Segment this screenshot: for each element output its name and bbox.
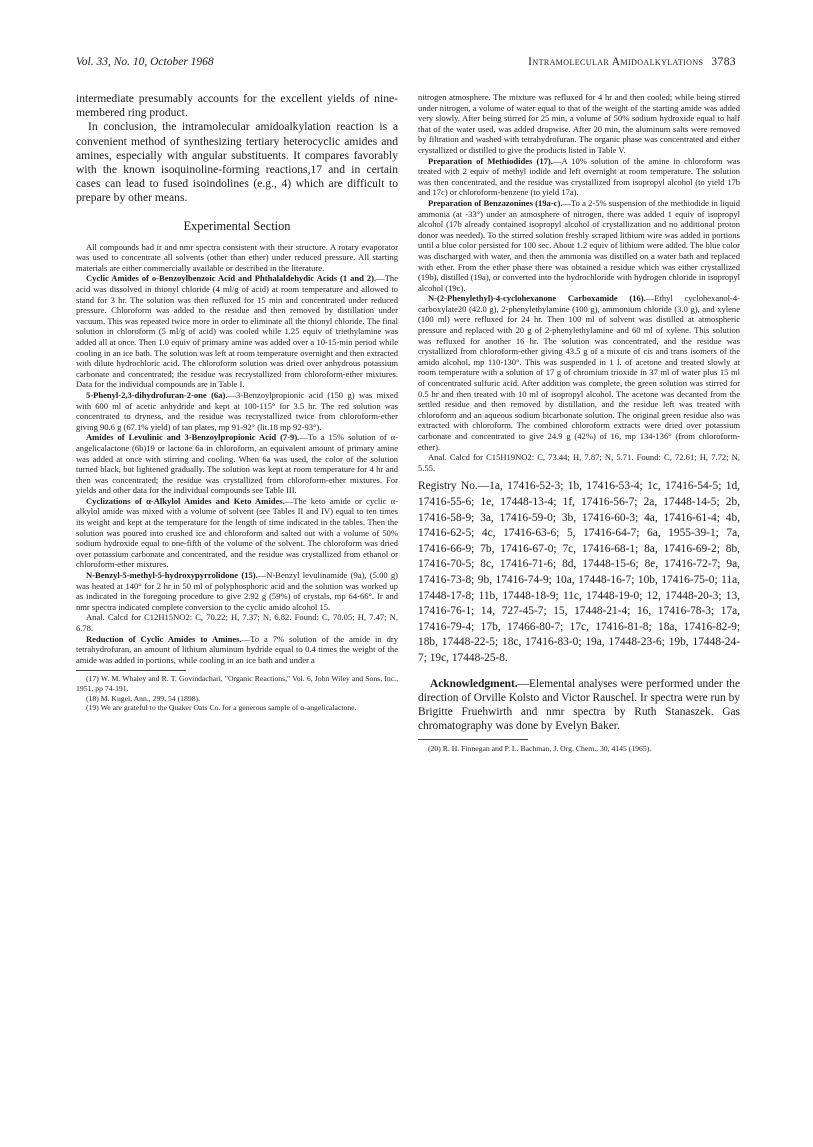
procedure-title: Preparation of Benzazonines (19a-c). (428, 197, 563, 208)
procedure-title: Preparation of Methiodides (17). (428, 155, 553, 166)
experimental-paragraph: 5-Phenyl-2,3-dihydrofuran-2-one (6a).—3-Benzoylpropionic acid (150 g) was mixed with 600 ml of acetic anhydride and kept at 100-115° for 3.5 hr. The red solution was concentrated to dryness, and the residue was recrystallized twice from chloroform-ether giving 90.6 g (67.1% yield) of tan plates, mp 91-92° (lit.18 mp 92-93°). (76, 389, 398, 432)
experimental-paragraph: N-Benzyl-5-methyl-5-hydroxypyrrolidone (15).—N-Benzyl levulinamide (9a), (5.00 g) was heated at 140° for 2 hr in 50 ml of polyphosphoric acid and the solution was worked up as indicated in the foregoing procedure to give 2.92 g (59%) of crystals, mp 64-66°. Ir and nmr spectra indicated complete conversion to the cyclic amido alcohol 15. (76, 570, 398, 612)
experimental-paragraph: Reduction of Cyclic Amides to Amines.—To a 7% solution of the amide in dry tetrahydrofuran, an amount of lithium aluminum hydride equal to 0.4 times the weight of the amide was added in portions, while cooling in an ice bath and under a (76, 633, 398, 665)
running-head (528, 56, 736, 68)
section-title: Experimental Section (183, 218, 291, 233)
experimental-paragraph: Cyclic Amides of o-Benzoylbenzoic Acid and Phthalaldehydic Acids (1 and 2).—The acid was dissolved in thionyl chloride (4 ml/g of acid) at room temperature and allowed to stand for 3 hr. The solution was then refluxed for 15 min and concentrated under reduced pressure. Chloroform was added to the residue and then removed by distillation under vacuum. This was repeated twice more in order to eliminate all the thionyl chloride. The final solution in chloroform (5 ml/g of acid) was cooled while 1.25 equiv of triethylamine was added all at once. Then 1.0 equiv of primary amine was added over a 10-15-min period while cooling in an ice bath. The solution was left at room temperature overnight and then extracted with dilute hydrochloric acid. The chloroform solution was dried over anhydrous potassium carbonate and concentrated; the residue was recrystallized from chloroform-ether mixtures. Data for the individual compounds are in Table I. (76, 273, 398, 390)
footnote: (20) R. H. Finnegan and P. L. Bachman, J. Org. Chem., 30, 4145 (1965). (428, 744, 652, 754)
procedure-title: 5-Phenyl-2,3-dihydrofuran-2-one (6a). (86, 389, 228, 400)
experimental-paragraph: Cyclizations of α-Alkylol Amides and Keto Amides.—The keto amide or cyclic α-alkylol amide was mixed with a volume of solvent (see Tables II and IV) equal to ten times its weight and kept at the temperature for the length of time indicated in the tables. Then the solution was poured into crushed ice and chloroform and salted out with a volume of 50% sodium hydroxide equal to one-fifth of the volume of the solvent. The chloroform was dried over potassium carbonate and concentrated, and the residue was crystallized from ethanol or chloroform-ether mixtures. (76, 495, 398, 570)
procedure-title: Cyclizations of α-Alkylol Amides and Keto Amides. (86, 495, 285, 506)
acknowledgment: Acknowledgment.—Elemental analyses were performed under the direction of Orville Kolsto and Victor Rauschel. Ir spectra were run by Brigitte Fruehwirth and nmr spectra by Ruth Stanaszek. Gas chromatography was done by Evelyn Baker. (418, 677, 740, 733)
experimental-paragraph: All compounds had ir and nmr spectra consistent with their structure. A rotary evaporator was used to concentrate all solvents (other than ether) under reduced pressure. All starting materials are either commercially available or described in the literature. (76, 241, 398, 273)
paragraph: In conclusion, the intramolecular amidoalkylation reaction is a convenient method of synthesizing tertiary heterocyclic amides and amines, especially with angular substituents. It compares favorably with the known isoquinoline-forming reactions,17 and in certain cases can lead to fused isoindolines (e.g., 4) which are difficult to prepare by other means. (76, 120, 398, 205)
experimental-paragraph: N-(2-Phenylethyl)-4-cyclohexanone Carboxamide (16).—Ethyl cyclohexanol-4-carboxylate20 (42.0 g), 2-phenylethylamine (100 g), ammonium chloride (3.0 g), and xylene (100 ml) were refluxed for 24 hr. Then 100 ml of solvent was distilled at atmospheric pressure and replaced with 20 g of 2-phenylethylamine and 60 ml of xylene. This solution was refluxed for another 16 hr. The solution was concentrated, and the residue was crystallized from chloroform-ether giving 43.5 g of a mixute of cis and trans isomers of the amido alcohol, mp 110-130°. This was suspended in 1 l. of acetone and treated slowly at room temperature with a solution of 17 g of chromium trioxide in 37 ml of water plus 15 ml of concentrated sulfuric acid. After addition was complete, the green solution was stirred for 0.5 hr and then treated with 10 ml of isopropyl alcohol. The acetone was decanted from the settled residue and then removed by distillation, and the residue left was treated with chloroform and an aqueous sodium bicarbonate solution. The original green residue also was extracted with chloroform. The combined chloroform extracts were dried over potassium carbonate and concentrated to give 24.9 g (42%) of 16, mp 134-136° (from chloroform-ether). (418, 293, 740, 452)
footnote: (17) W. M. Whaley and R. T. Govindachari, "Organic Reactions," Vol. 6, John Wiley and Sons, Inc., 1951, pp 74-191. (76, 674, 398, 693)
page-number: 3783 (711, 56, 736, 68)
acknowledgment-title: Acknowledgment. (430, 677, 518, 690)
procedure-title: Reduction of Cyclic Amides to Amines. (86, 633, 242, 644)
running-title: Intramolecular Amidoalkylations (528, 56, 704, 68)
experimental-paragraph: Preparation of Benzazonines (19a-c).—To a 2-5% suspension of the methiodide in liquid ammonia (at -33°) under an atmosphere of nitrogen, there was added 1 equiv of isopropyl alcohol (17b already contained isopropyl alcohol of crystallization and no additional proton donor was needed). To the stirred solution freshly scraped lithium wire was added in portions until a blue color persisted for 100 sec. About 1.2 equiv of lithium were added. The blue color was discharged with water, and then the ammonia was distilled on a water bath and replaced with ether. From the ether phase there was obtained a residue which was either crystallized (19b), distilled (19a), or converted into the hydrochloride with hydrogen chloride in isopropyl alcohol (19c). (418, 197, 740, 293)
experimental-paragraph: Amides of Levulinic and 3-Benzoylpropionic Acid (7-9).—To a 15% solution of α-angelicalactone (6b)19 or lactone 6a in chloroform, an equivalent amount of primary amine was added at once with stirring and cooling. When 6a was used, the color of the solution turned black, but lightened gradually. The solution was kept at room temperature for 4 hr and then was concentrated; the residue was crystallized from chloroform-ether mixtures. For yields and other data for the individual compounds see Table III. (76, 432, 398, 496)
procedure-title: Amides of Levulinic and 3-Benzoylpropionic Acid (7-9). (86, 432, 300, 443)
analysis-line: Anal. Calcd for C15H19NO2: C, 73.44; H, 7.87; N, 5.71. Found: C, 72.61; H, 7.72; N, 5.55. (418, 452, 740, 473)
experimental-paragraph: Preparation of Methiodides (17).—A 10% solution of the amine in chloroform was treated with 2 equiv of methyl iodide and left overnight at room temperature. The solution was then concentrated, and the residue was crystallized from isopropyl alcohol (to yield 17b and 17c) or chloroform-benzene (to yield 17a). (418, 155, 740, 198)
right-column (418, 92, 740, 1112)
procedure-title: Cyclic Amides of o-Benzoylbenzoic Acid and Phthalaldehydic Acids (1 and 2). (86, 273, 377, 284)
footnote-divider (76, 670, 186, 671)
paragraph: intermediate presumably accounts for the excellent yields of nine-membered ring product. (76, 92, 398, 120)
left-column (76, 92, 398, 1112)
footnote: (18) M. Kugel, Ann., 299, 54 (1898). (86, 693, 201, 703)
page-header (76, 56, 736, 74)
experimental-paragraph: nitrogen atmosphere. The mixture was refluxed for 4 hr and then cooled; while being stirred under nitrogen, a volume of water equal to that of the weight of the starting amide was added very slowly. After being stirred for 25 min, a volume of 50% sodium hydroxide equal to half that of the water used, was added dropwise. After 20 min, the aluminum salts were removed by filtration and washed with tetrahydrofuran. The organic phase was concentrated and either crystallized or distilled to give the products listed in Table V. (418, 92, 740, 155)
analysis-line: Anal. Calcd for C12H15NO2: C, 70.22; H, 7.37; N, 6.82. Found: C, 70.05; H, 7.47; N, 6.78. (76, 612, 398, 633)
journal-citation: Vol. 33, No. 10, October 1968 (76, 56, 214, 68)
footnote: (19) We are grateful to the Quaker Oats Co. for a generous sample of α-angelicalactone. (86, 703, 357, 713)
registry-numbers: Registry No.—1a, 17416-52-3; 1b, 17416-53-4; 1c, 17416-54-5; 1d, 17416-55-6; 1e, 17448-13-4; 1f, 17416-56-7; 2a, 17448-14-5; 2b, 17416-58-9; 3a, 17416-59-0; 3b, 17416-60-3; 4a, 17416-61-4; 4b, 17416-62-5; 4c, 17416-63-6; 5, 17416-64-7; 6a, 1955-39-1; 7a, 17416-66-9; 7b, 17416-67-0; 7c, 17416-68-1; 8a, 17416-69-2; 8b, 17416-70-5; 8c, 17416-71-6; 8d, 17448-15-6; 8e, 17416-72-7; 9a, 17416-73-8; 9b, 17416-74-9; 10a, 17448-16-7; 10b, 17416-75-0; 11a, 17448-17-8; 11b, 17448-18-9; 11c, 17448-19-0; 12, 17448-20-3; 13, 17416-76-1; 14, 727-45-7; 15, 17448-21-4; 16, 17416-78-3; 17a, 17416-79-4; 17b, 17466-80-7; 17c, 17416-81-8; 18a, 17416-82-9; 18b, 17448-22-5; 18c, 17416-83-0; 19a, 17448-23-6; 19b, 17448-24-7; 19c, 17448-25-8. (418, 480, 740, 664)
procedure-title: N-Benzyl-5-methyl-5-hydroxypyrrolidone (15). (86, 570, 258, 581)
footnote-divider (418, 739, 528, 740)
procedure-title: N-(2-Phenylethyl)-4-cyclohexanone Carboxamide (16). (428, 293, 646, 304)
